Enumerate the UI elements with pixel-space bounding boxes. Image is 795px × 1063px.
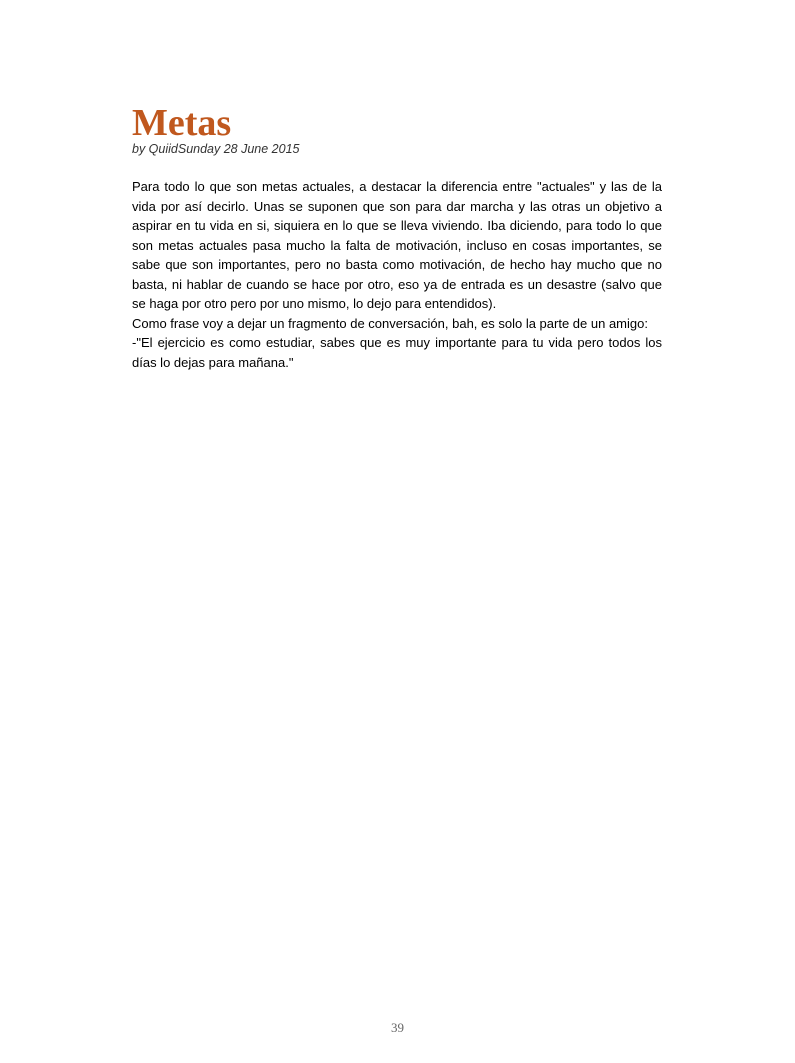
body-paragraph: -"El ejercicio es como estudiar, sabes que es muy importante para tu vida pero todos los días lo dejas para mañana." [132, 335, 662, 370]
article-body [132, 177, 662, 372]
article-byline: by QuiidSunday 28 June 2015 [132, 142, 300, 156]
page-number: 39 [391, 1020, 404, 1035]
body-paragraph: Para todo lo que son metas actuales, a destacar la diferencia entre "actuales" y las de la vida por así decirlo. Unas se suponen que son para dar marcha y las otras un objetivo a aspirar en tu vida en si, siquiera en lo que se lleva viviendo. Iba diciendo, para todo lo que son metas actuales pasa mucho la falta de motivación, incluso en cosas importantes, se sabe que son importantes, pero no basta como motivación, de hecho hay mucho que no basta, ni hablar de cuando se hace por otro, eso ya de entrada es un desastre (salvo que se haga por otro pero por uno mismo, lo dejo para entendidos). [132, 179, 662, 311]
body-paragraph: Como frase voy a dejar un fragmento de conversación, bah, es solo la parte de un amigo: [132, 315, 648, 331]
article-title: Metas [132, 102, 232, 144]
